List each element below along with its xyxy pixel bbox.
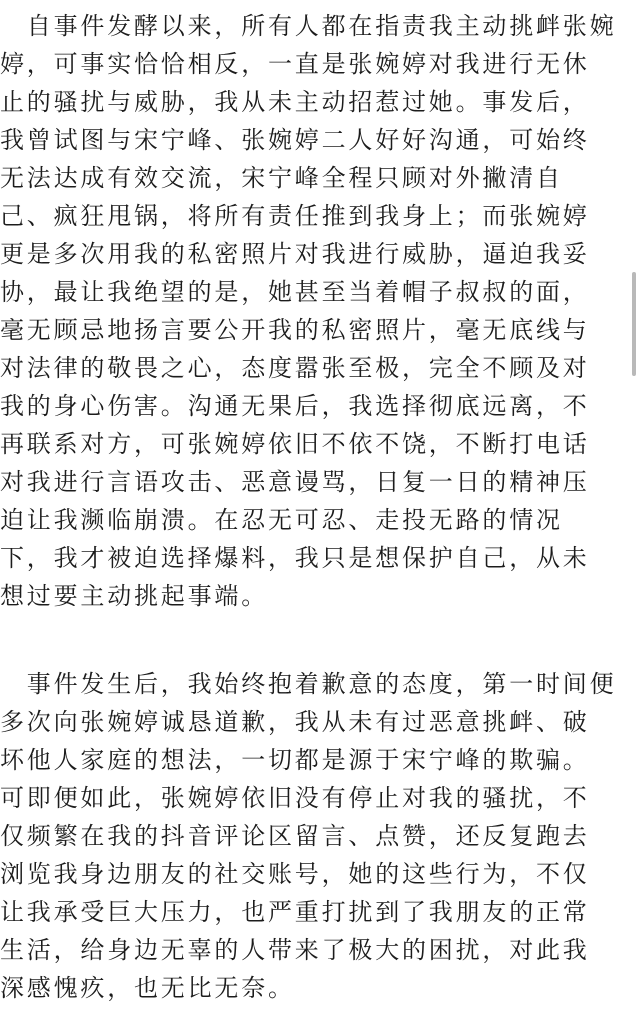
text-line: 协，最让我绝望的是，她甚至当着帽子叔叔的面， [0, 278, 590, 306]
text-line: 下，我才被迫选择爆料，我只是想保护自己，从未 [0, 544, 590, 572]
text-line: 再联系对方，可张婉婷依旧不依不饶，不断打电话 [0, 430, 590, 458]
text-line: 事件发生后，我始终抱着歉意的态度，第一时间便 [0, 670, 617, 698]
text-line: 无法达成有效交流，宋宁峰全程只顾对外撇清自 [0, 164, 563, 192]
text-line: 仅频繁在我的抖音评论区留言、点赞，还反复跑去 [0, 822, 590, 850]
text-line: 迫让我濒临崩溃。在忍无可忍、走投无路的情况 [0, 506, 563, 534]
text-line: 毫无顾忌地扬言要公开我的私密照片，毫无底线与 [0, 316, 590, 344]
text-line: 我曾试图与宋宁峰、张婉婷二人好好沟通，可始终 [0, 126, 590, 154]
text-line: 对我进行言语攻击、恶意谩骂，日复一日的精神压 [0, 468, 590, 496]
text-line: 生活，给身边无辜的人带来了极大的困扰，对此我 [0, 936, 590, 964]
text-line: 更是多次用我的私密照片对我进行威胁，逼迫我妥 [0, 240, 590, 268]
text-line: 多次向张婉婷诚恳道歉，我从未有过恶意挑衅、破 [0, 708, 590, 736]
text-line: 自事件发酵以来，所有人都在指责我主动挑衅张婉 [0, 12, 617, 40]
scrollbar-thumb[interactable] [632, 272, 636, 376]
text-line: 止的骚扰与威胁，我从未主动招惹过她。事发后， [0, 88, 590, 116]
text-line: 想过要主动挑起事端。 [0, 582, 268, 610]
text-line: 浏览我身边朋友的社交账号，她的这些行为，不仅 [0, 860, 590, 888]
text-line: 对法律的敬畏之心，态度嚣张至极，完全不顾及对 [0, 354, 590, 382]
text-line: 坏他人家庭的想法，一切都是源于宋宁峰的欺骗。 [0, 746, 590, 774]
text-line: 可即便如此，张婉婷依旧没有停止对我的骚扰，不 [0, 784, 590, 812]
text-line: 深感愧疚，也无比无奈。 [0, 974, 295, 1002]
text-line: 让我承受巨大压力，也严重打扰到了我朋友的正常 [0, 898, 590, 926]
text-line: 婷，可事实恰恰相反，一直是张婉婷对我进行无休 [0, 50, 590, 78]
text-line: 我的身心伤害。沟通无果后，我选择彻底远离，不 [0, 392, 590, 420]
text-line: 己、疯狂甩锅，将所有责任推到我身上；而张婉婷 [0, 202, 590, 230]
